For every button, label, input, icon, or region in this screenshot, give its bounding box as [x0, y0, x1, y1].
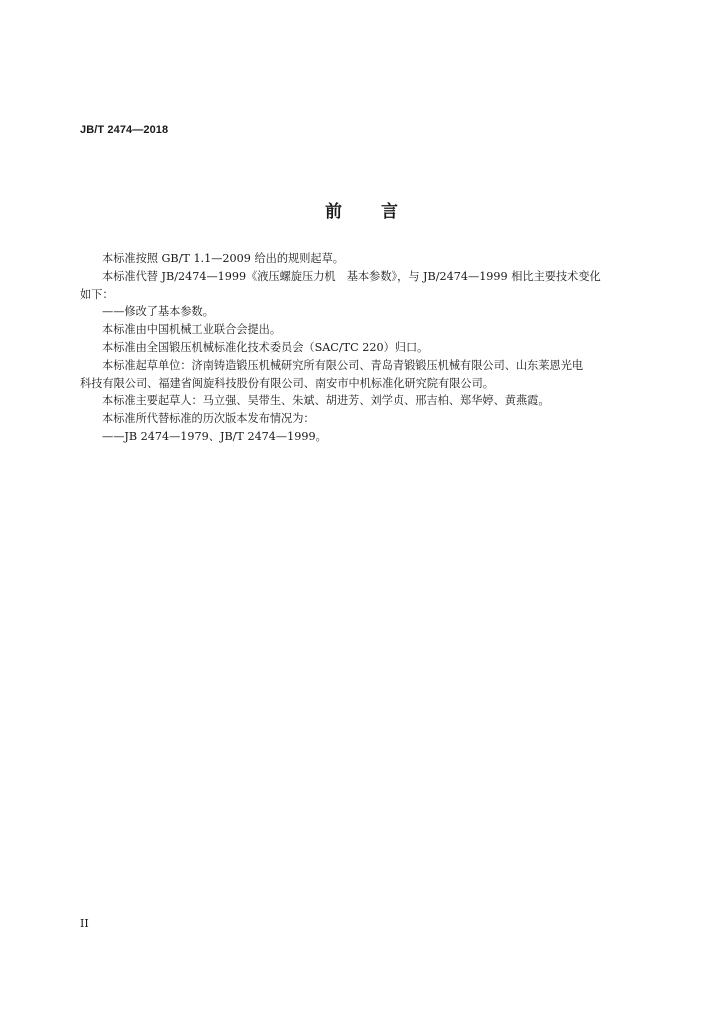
list-item-change: ——修改了基本参数。: [102, 305, 214, 319]
paragraph-centralized-by: 本标准由全国锻压机械标准化技术委员会（SAC/TC 220）归口。: [102, 340, 429, 354]
foreword-body: [80, 250, 620, 446]
page-title: [0, 197, 724, 222]
paragraph-replaces-line-2: 如下：: [80, 287, 114, 301]
paragraph-drafting-units-line-1: 本标准起草单位：济南铸造锻压机械研究所有限公司、青岛青锻锻压机械有限公司、山东莱恩光电: [102, 358, 584, 372]
title-char-2: 言: [381, 202, 399, 222]
paragraph-replaces-line-1: 本标准代替 JB/2474—1999《液压螺旋压力机 基本参数》，与 JB/2474—1999 相比主要技术变化: [102, 269, 601, 283]
paragraph-previous-editions: 本标准所代替标准的历次版本发布情况为：: [102, 412, 315, 426]
paragraph-proposed-by: 本标准由中国机械工业联合会提出。: [102, 323, 282, 337]
list-item-previous-editions: ——JB 2474—1979、JB/T 2474—1999。: [102, 429, 327, 443]
paragraph-drafting-rules: 本标准按照 GB/T 1.1—2009 给出的规则起草。: [102, 252, 344, 265]
title-char-1: 前: [325, 202, 343, 222]
paragraph-drafters: 本标准主要起草人：马立强、吴带生、朱斌、胡进芳、刘学贞、邢吉柏、郑华婷、黄燕霞。: [102, 394, 550, 408]
standard-number: JB/T 2474—2018: [80, 124, 169, 136]
paragraph-drafting-units-line-2: 科技有限公司、福建省闽旋科技股份有限公司、南安市中机标准化研究院有限公司。: [80, 376, 494, 390]
page-number: II: [80, 917, 89, 930]
